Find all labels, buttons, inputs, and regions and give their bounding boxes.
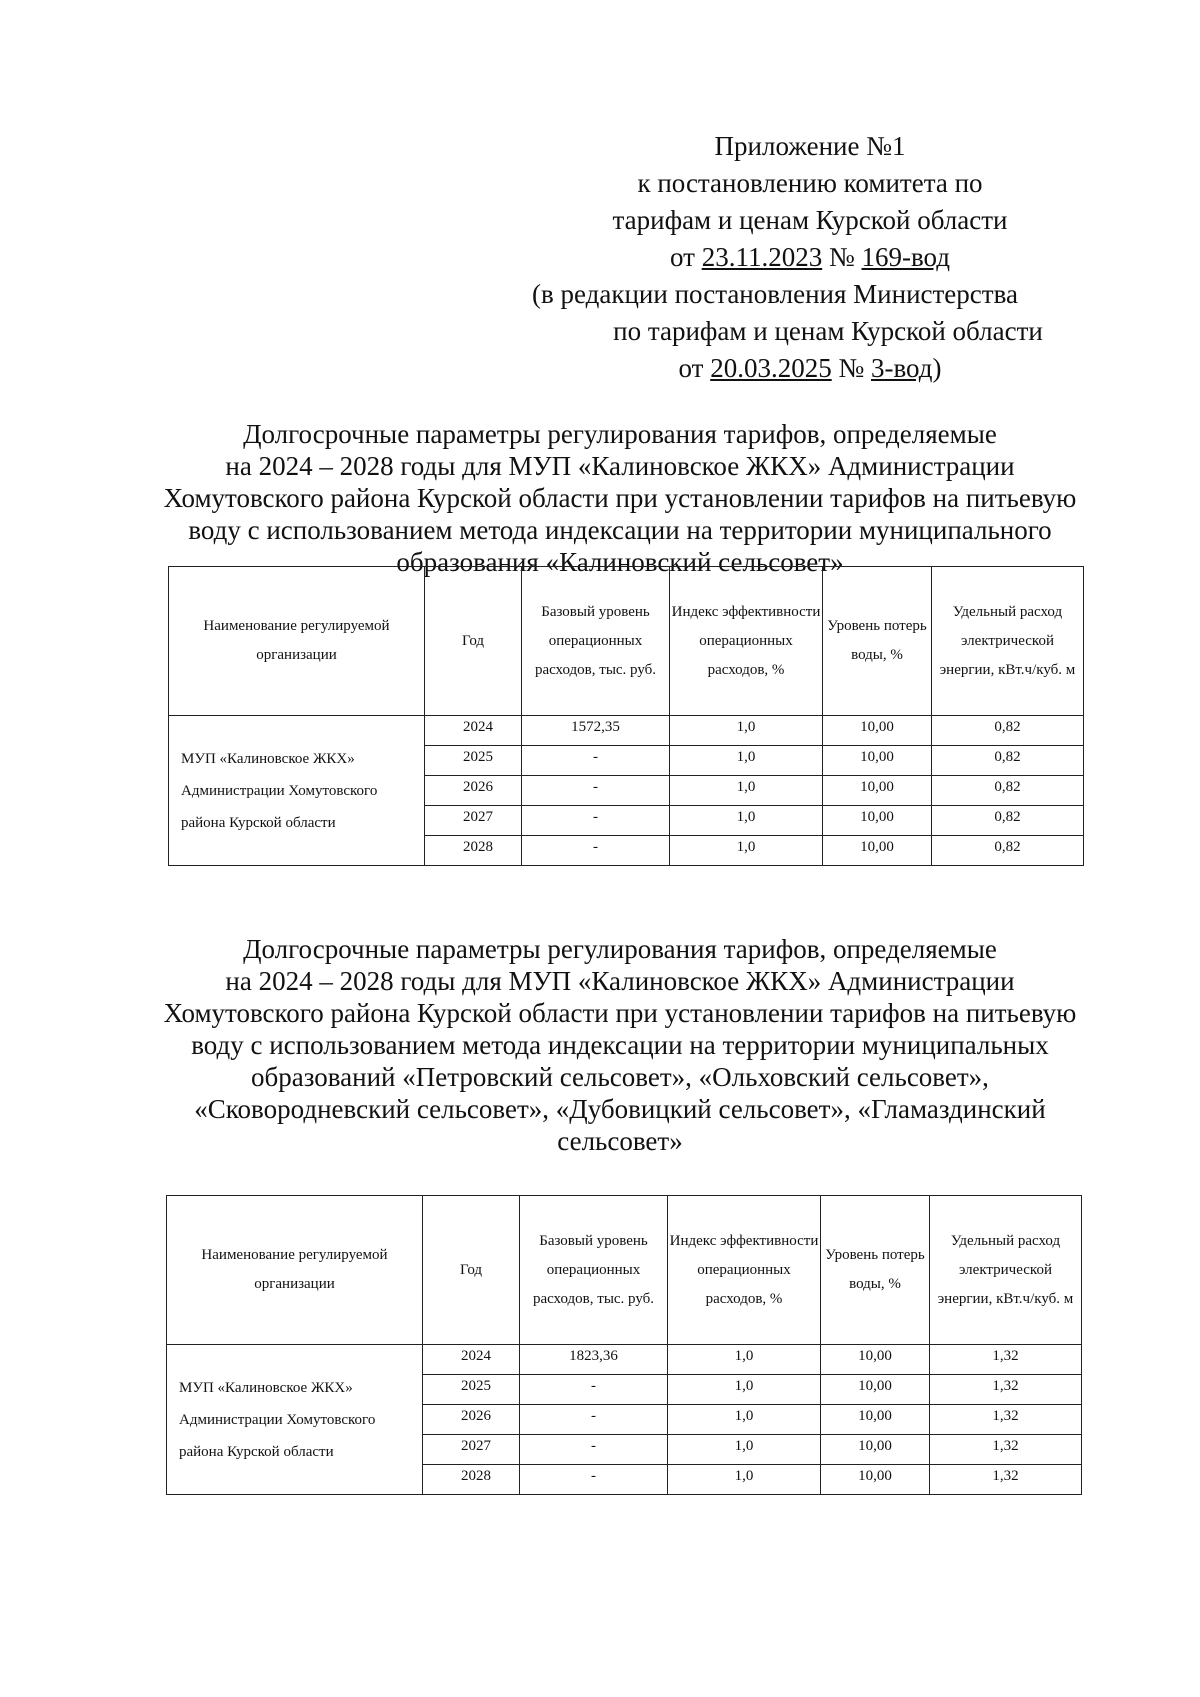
year-cell: 2026 bbox=[425, 776, 522, 806]
base-cell: - bbox=[520, 1465, 668, 1495]
index-cell: 1,0 bbox=[668, 1435, 821, 1465]
base-cell: - bbox=[522, 806, 670, 836]
energy-cell: 1,32 bbox=[930, 1375, 1082, 1405]
title-line: воду с использованием метода индексации на территории муниципальных bbox=[191, 1030, 1049, 1060]
column-header: Удельный расход электрической энергии, кВт.ч/куб. м bbox=[932, 567, 1084, 716]
title-line: образований «Петровский сельсовет», «Ольховский сельсовет», bbox=[251, 1062, 989, 1092]
amendment-line: по тарифам и ценам Курской области bbox=[613, 316, 1043, 346]
year-cell: 2024 bbox=[423, 1345, 520, 1375]
index-cell: 1,0 bbox=[670, 776, 823, 806]
index-cell: 1,0 bbox=[668, 1405, 821, 1435]
base-cell: 1572,35 bbox=[522, 716, 670, 746]
amendment-line: (в редакции постановления Министерства bbox=[532, 279, 1018, 309]
base-cell: - bbox=[520, 1375, 668, 1405]
section2-table bbox=[166, 1195, 1082, 1495]
year-cell: 2026 bbox=[423, 1405, 520, 1435]
column-header: Индекс эффективности операционных расходов, % bbox=[670, 567, 823, 716]
amendment-ref: от 20.03.2025 № 3-вод) bbox=[678, 353, 942, 383]
resolution-date: 23.11.2023 bbox=[701, 242, 823, 272]
title-line: Долгосрочные параметры регулирования тарифов, определяемые bbox=[243, 419, 997, 449]
base-cell: - bbox=[522, 776, 670, 806]
year-cell: 2028 bbox=[425, 836, 522, 866]
title-line: «Сковородневский сельсовет», «Дубовицкий сельсовет», «Гламаздинский bbox=[194, 1094, 1046, 1124]
energy-cell: 0,82 bbox=[932, 716, 1084, 746]
table-row bbox=[169, 716, 1084, 746]
losses-cell: 10,00 bbox=[823, 806, 932, 836]
year-cell: 2025 bbox=[425, 746, 522, 776]
losses-cell: 10,00 bbox=[821, 1345, 930, 1375]
losses-cell: 10,00 bbox=[823, 836, 932, 866]
energy-cell: 0,82 bbox=[932, 776, 1084, 806]
index-cell: 1,0 bbox=[670, 716, 823, 746]
losses-cell: 10,00 bbox=[821, 1405, 930, 1435]
resolution-ref: от 23.11.2023 № 169-вод bbox=[670, 242, 950, 272]
column-header: Наименование регулируемой организации bbox=[167, 1196, 423, 1345]
base-cell: - bbox=[520, 1435, 668, 1465]
year-cell: 2028 bbox=[423, 1465, 520, 1495]
section1-table bbox=[168, 566, 1084, 866]
appendix-ref-line: к постановлению комитета по bbox=[637, 168, 983, 198]
year-cell: 2027 bbox=[425, 806, 522, 836]
appendix-header bbox=[532, 128, 1080, 387]
index-cell: 1,0 bbox=[668, 1375, 821, 1405]
energy-cell: 0,82 bbox=[932, 836, 1084, 866]
column-header: Уровень потерь воды, % bbox=[821, 1196, 930, 1345]
energy-cell: 0,82 bbox=[932, 746, 1084, 776]
title-line: на 2024 – 2028 годы для МУП «Калиновское ЖКХ» Администрации bbox=[225, 451, 1015, 481]
title-line: Хомутовского района Курской области при установлении тарифов на питьевую bbox=[163, 483, 1077, 513]
losses-cell: 10,00 bbox=[821, 1435, 930, 1465]
index-cell: 1,0 bbox=[668, 1345, 821, 1375]
year-cell: 2024 bbox=[425, 716, 522, 746]
column-header: Базовый уровень операционных расходов, тыс. руб. bbox=[522, 567, 670, 716]
index-cell: 1,0 bbox=[670, 836, 823, 866]
index-cell: 1,0 bbox=[668, 1465, 821, 1495]
index-cell: 1,0 bbox=[670, 746, 823, 776]
amendment-number: 3-вод bbox=[870, 353, 933, 383]
losses-cell: 10,00 bbox=[823, 746, 932, 776]
title-line: Хомутовского района Курской области при установлении тарифов на питьевую bbox=[163, 998, 1077, 1028]
organization-cell: МУП «Калиновское ЖКХ» Администрации Хомутовского района Курской области bbox=[167, 1345, 423, 1495]
energy-cell: 1,32 bbox=[930, 1465, 1082, 1495]
resolution-number: 169-вод bbox=[861, 242, 950, 272]
index-cell: 1,0 bbox=[670, 806, 823, 836]
title-line: образования «Калиновский сельсовет» bbox=[396, 547, 844, 577]
energy-cell: 0,82 bbox=[932, 806, 1084, 836]
title-line: Долгосрочные параметры регулирования тарифов, определяемые bbox=[243, 934, 997, 964]
title-line: сельсовет» bbox=[557, 1126, 683, 1156]
base-cell: - bbox=[522, 836, 670, 866]
appendix-ref-line: тарифам и ценам Курской области bbox=[612, 205, 1008, 235]
column-header: Удельный расход электрической энергии, кВт.ч/куб. м bbox=[930, 1196, 1082, 1345]
section1-title bbox=[160, 418, 1080, 578]
column-header: Базовый уровень операционных расходов, тыс. руб. bbox=[520, 1196, 668, 1345]
header-row bbox=[167, 1196, 1082, 1345]
losses-cell: 10,00 bbox=[821, 1465, 930, 1495]
appendix-number: Приложение №1 bbox=[714, 131, 906, 161]
organization-cell: МУП «Калиновское ЖКХ» Администрации Хомутовского района Курской области bbox=[169, 716, 425, 866]
energy-cell: 1,32 bbox=[930, 1345, 1082, 1375]
column-header: Год bbox=[425, 567, 522, 716]
title-line: воду с использованием метода индексации на территории муниципального bbox=[188, 515, 1052, 545]
table-row bbox=[167, 1345, 1082, 1375]
losses-cell: 10,00 bbox=[823, 776, 932, 806]
base-cell: 1823,36 bbox=[520, 1345, 668, 1375]
energy-cell: 1,32 bbox=[930, 1405, 1082, 1435]
header-row bbox=[169, 567, 1084, 716]
energy-cell: 1,32 bbox=[930, 1435, 1082, 1465]
year-cell: 2025 bbox=[423, 1375, 520, 1405]
column-header: Наименование регулируемой организации bbox=[169, 567, 425, 716]
year-cell: 2027 bbox=[423, 1435, 520, 1465]
column-header: Уровень потерь воды, % bbox=[823, 567, 932, 716]
losses-cell: 10,00 bbox=[823, 716, 932, 746]
losses-cell: 10,00 bbox=[821, 1375, 930, 1405]
amendment-date: 20.03.2025 bbox=[710, 353, 832, 383]
column-header: Год bbox=[423, 1196, 520, 1345]
base-cell: - bbox=[520, 1405, 668, 1435]
base-cell: - bbox=[522, 746, 670, 776]
title-line: на 2024 – 2028 годы для МУП «Калиновское ЖКХ» Администрации bbox=[225, 966, 1015, 996]
section2-title bbox=[160, 933, 1080, 1157]
column-header: Индекс эффективности операционных расходов, % bbox=[668, 1196, 821, 1345]
